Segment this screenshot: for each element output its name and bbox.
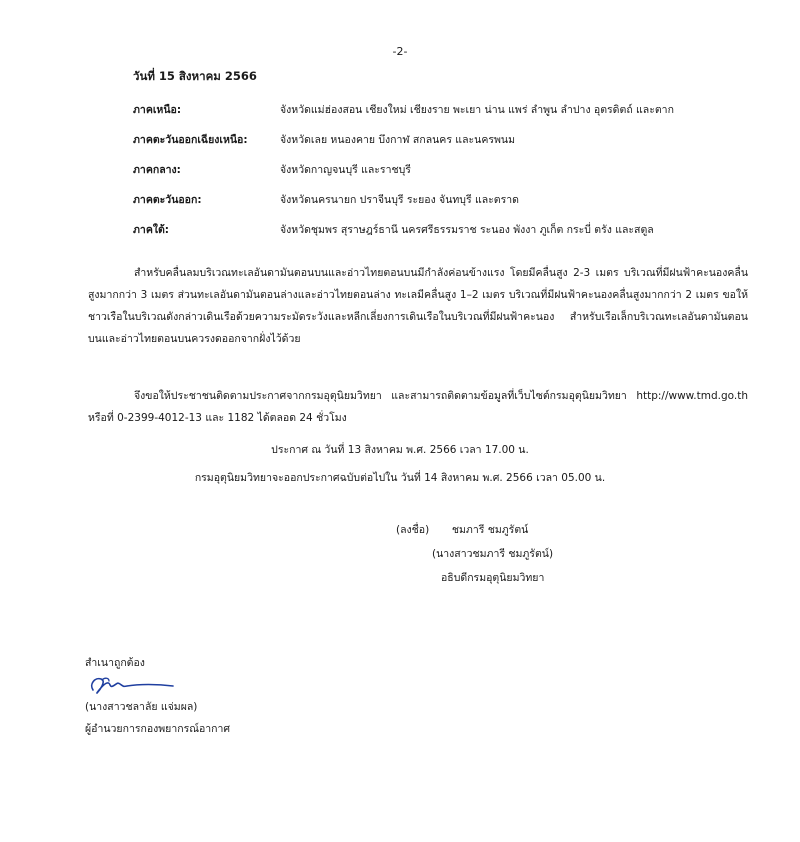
date-heading: วันที่ 15 สิงหาคม 2566 — [133, 69, 257, 83]
signed-line — [396, 521, 553, 545]
signer-position: อธิบดีกรมอุตุนิยมวิทยา — [441, 572, 545, 584]
region-name: ภาคเหนือ: — [133, 104, 182, 116]
wave-warning-paragraph — [88, 262, 748, 350]
wave-warning-text: สำหรับคลื่นลมบริเวณทะเลอันดามันตอนบนและอ่าวไทยตอนบนมีกำลังค่อนข้างแรง โดยมีคลื่นสูง 2-3 เมตร บริเวณที่มีฝนฟ้าคะนองคลื่นสูงมากกว่า 3 เมตร ส่วนทะเลอันดามันตอนล่างและอ่าวไทยตอนล่าง ทะเลมีคลื่นสูง 1–2 เมตร บริเวณที่มีฝนฟ้าคะนองคลื่นสูงมากกว่า 2 เมตร ขอให้ชาวเรือในบริเวณดังกล่าวเดินเรือด้วยความระมัดระวังและหลีกเลี่ยงการเดินเรือในบริเวณที่มีฝนฟ้าคะนอง สำหรับเรือเล็กบริเวณทะเลอันดามันตอนบนและอ่าวไทยตอนบนควรงดออกจากฝั่งไว้ด้วย — [88, 267, 748, 345]
region-provinces: จังหวัดเลย หนองคาย บึงกาฬ สกลนคร และนครพนม — [280, 134, 516, 146]
certified-copy-name: (นางสาวชลาลัย แจ่มผล) — [85, 701, 198, 713]
signer-full-name: (นางสาวชมภารี ชมภูรัตน์) — [432, 548, 554, 560]
region-row-south — [133, 221, 773, 251]
next-issue-line: กรมอุตุนิยมวิทยาจะออกประกาศฉบับต่อไปใน วันที่ 14 สิงหาคม พ.ศ. 2566 เวลา 05.00 น. — [194, 472, 606, 484]
region-provinces: จังหวัดกาญจนบุรี และราชบุรี — [280, 164, 411, 176]
certified-copy-block — [85, 654, 230, 742]
region-row-northeast — [133, 131, 773, 161]
page-number: -2- — [392, 45, 408, 58]
signature-block — [396, 521, 553, 593]
region-name: ภาคตะวันออกเฉียงเหนือ: — [133, 134, 248, 146]
signer-name: ชมภารี ชมภูรัตน์ — [451, 524, 529, 536]
handwritten-signature-icon — [87, 674, 177, 696]
region-row-east — [133, 191, 773, 221]
region-name: ภาคใต้: — [133, 224, 169, 236]
signed-prefix: (ลงชื่อ) — [396, 524, 430, 536]
follow-up-text: จึงขอให้ประชาชนติดตามประกาศจากกรมอุตุนิยมวิทยา และสามารถติดตามข้อมูลที่เว็บไซต์กรมอุตุนิยมวิทยา http://www.tmd.go.th หรือที่ 0-2399-4012-13 และ 1182 ได้ตลอด 24 ชั่วโมง — [88, 390, 748, 424]
regions-list — [133, 101, 773, 251]
region-name: ภาคกลาง: — [133, 164, 181, 176]
announce-line: ประกาศ ณ วันที่ 13 สิงหาคม พ.ศ. 2566 เวลา 17.00 น. — [271, 444, 529, 456]
certified-copy-label: สำเนาถูกต้อง — [85, 657, 145, 669]
region-name: ภาคตะวันออก: — [133, 194, 202, 206]
region-row-central — [133, 161, 773, 191]
certified-copy-position: ผู้อำนวยการกองพยากรณ์อากาศ — [85, 723, 231, 735]
region-provinces: จังหวัดแม่ฮ่องสอน เชียงใหม่ เชียงราย พะเยา น่าน แพร่ ลำพูน ลำปาง อุตรดิตถ์ และตาก — [280, 104, 674, 116]
region-provinces: จังหวัดชุมพร สุราษฎร์ธานี นครศรีธรรมราช ระนอง พังงา ภูเก็ต กระบี่ ตรัง และสตูล — [280, 224, 654, 236]
region-row-north — [133, 101, 773, 131]
region-provinces: จังหวัดนครนายก ปราจีนบุรี ระยอง จันทบุรี และตราด — [280, 194, 519, 206]
follow-up-paragraph — [88, 385, 748, 429]
